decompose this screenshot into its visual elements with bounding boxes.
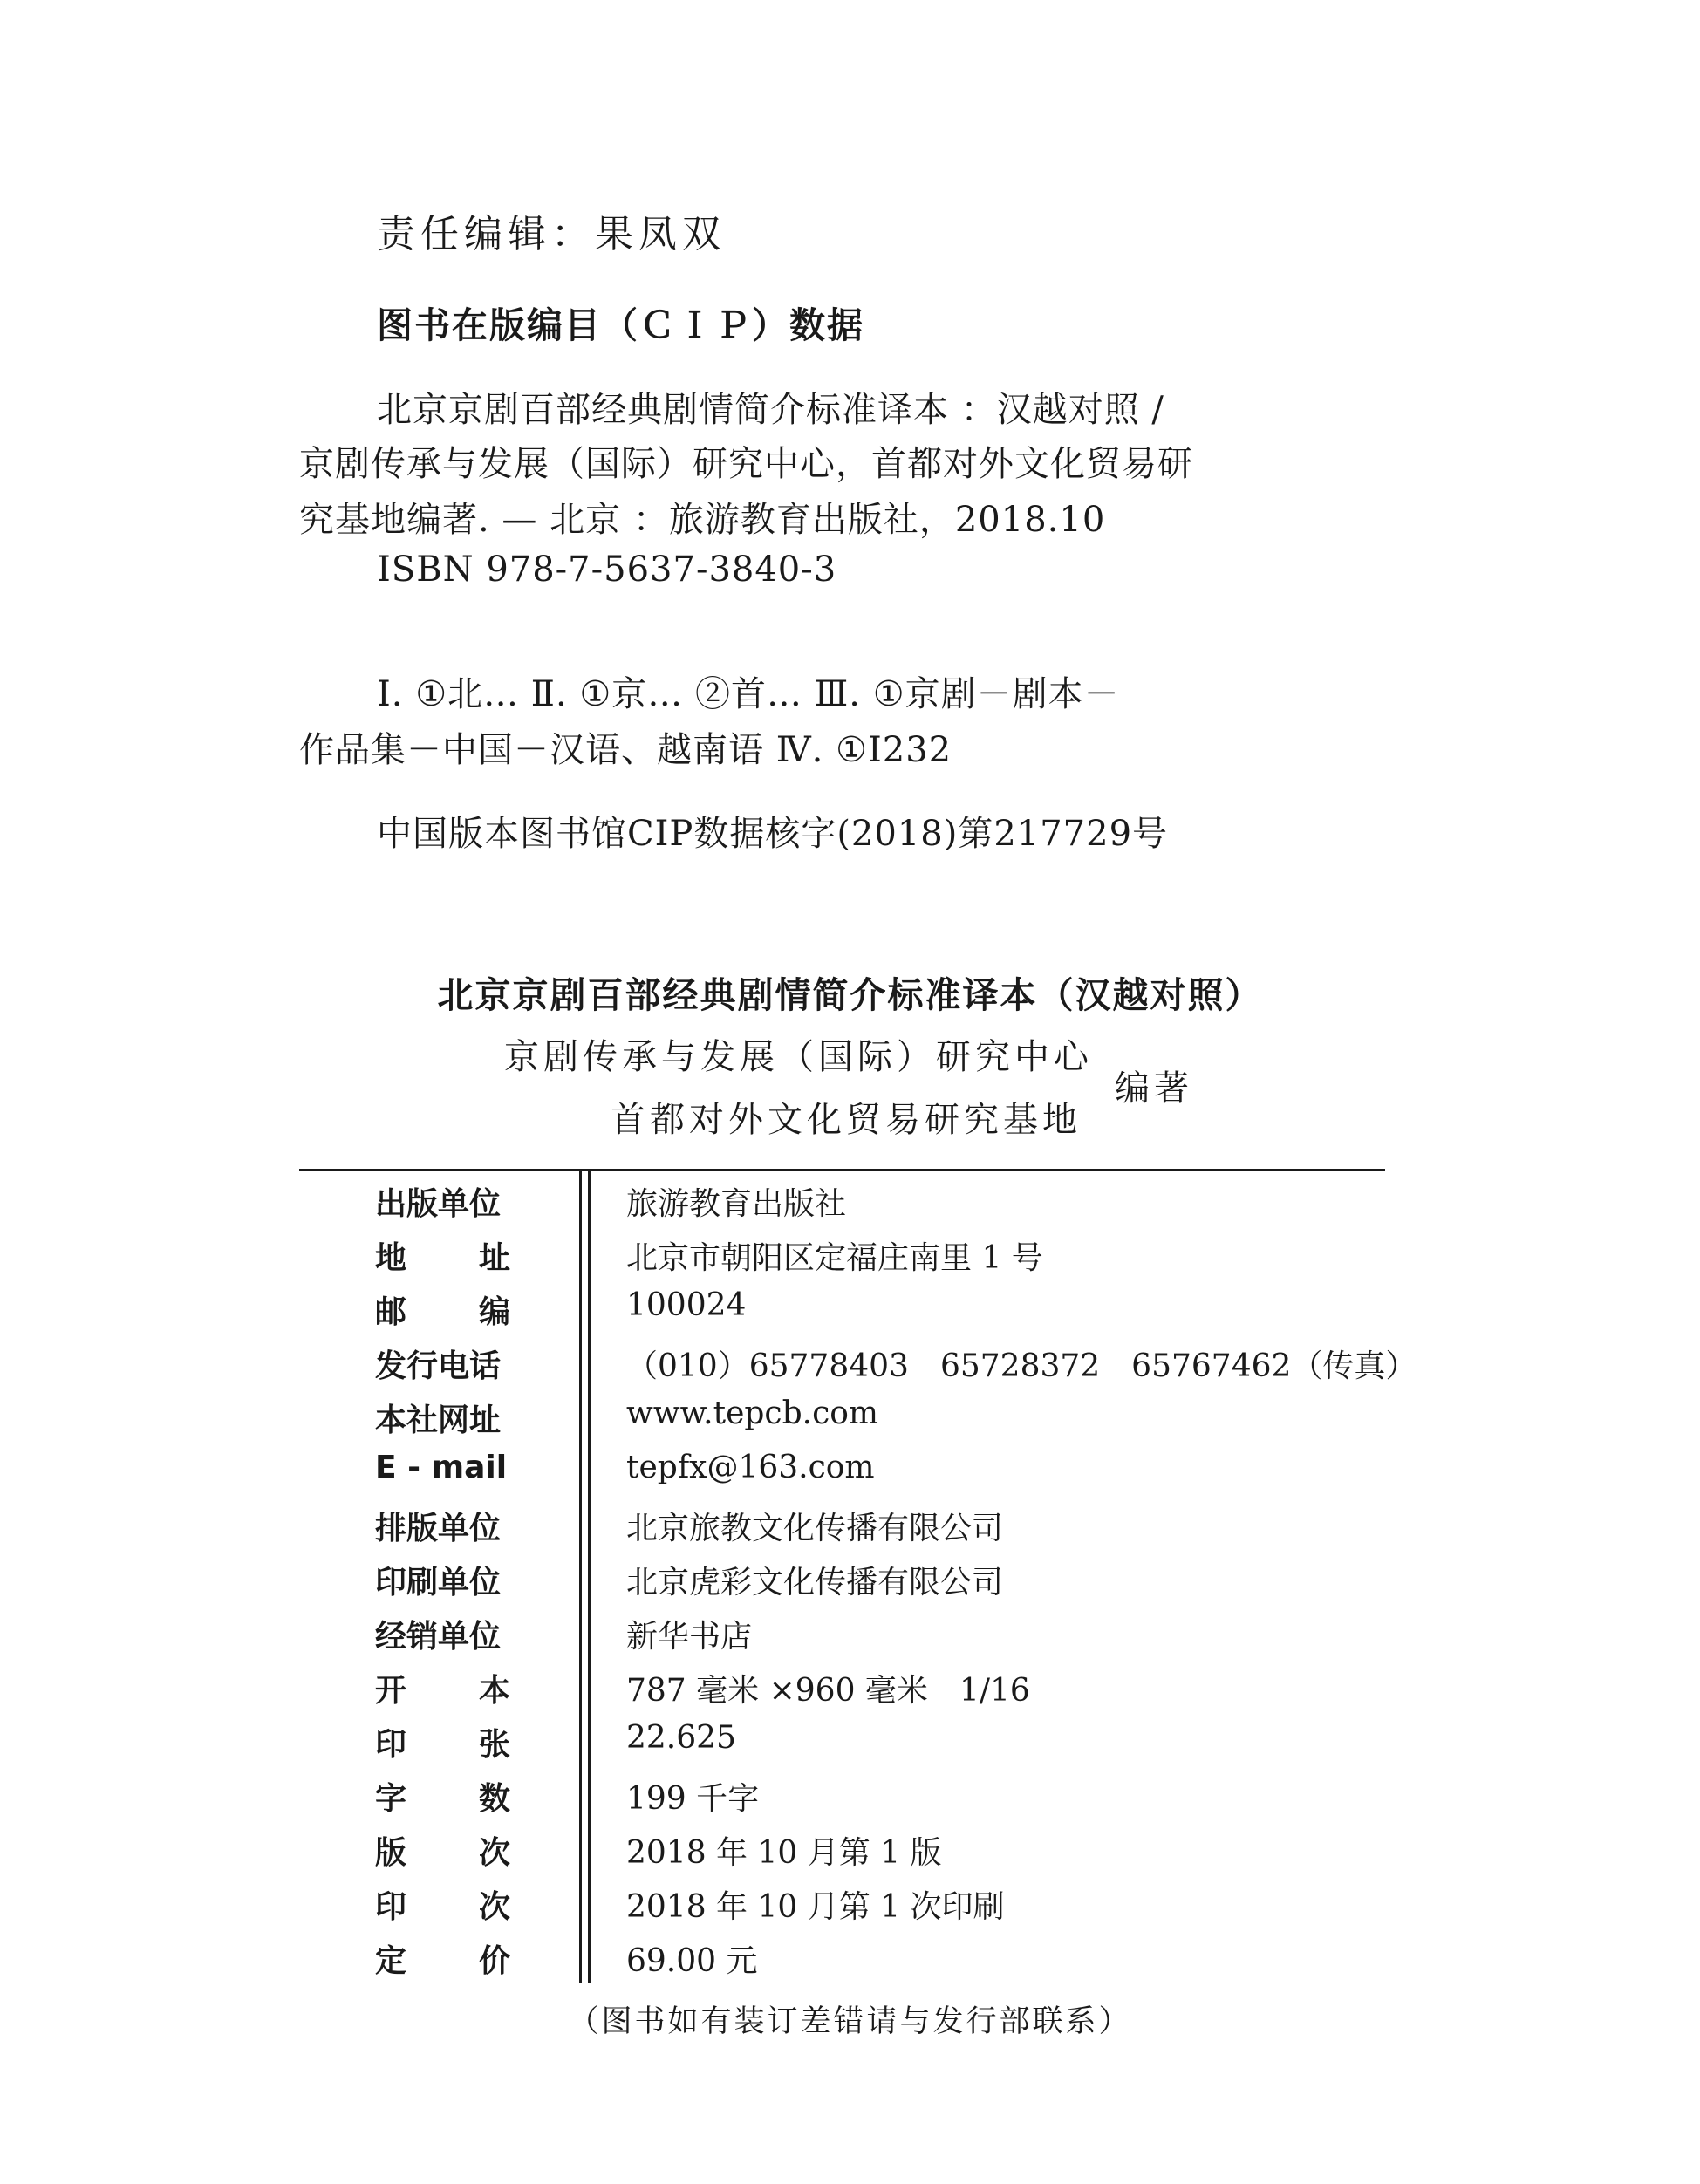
cip-line-3: 究基地编著. — 北京 ：旅游教育出版社，2018.10 [299, 500, 1106, 540]
detail-value: 2018 年 10 月第 1 次印刷 [626, 1889, 1005, 1925]
detail-value: tepfx@163.com [626, 1450, 875, 1485]
divider-horizontal [299, 1169, 1385, 1171]
detail-label: 发行电话 [375, 1348, 502, 1384]
detail-label: 开 本 [375, 1673, 510, 1709]
detail-value: 旅游教育出版社 [626, 1186, 847, 1222]
author-1: 京剧传承与发展（国际）研究中心 [504, 1037, 1093, 1077]
detail-value: 2018 年 10 月第 1 版 [626, 1835, 942, 1871]
detail-label: 排版单位 [375, 1511, 502, 1546]
cip-classification-1: Ⅰ. ①北… Ⅱ. ①京… ②首… Ⅲ. ①京剧－剧本－ [377, 674, 1120, 714]
responsible-editor: 责任编辑：果凤双 [377, 212, 726, 256]
detail-label: 地 址 [375, 1240, 510, 1276]
detail-label: 印刷单位 [375, 1565, 502, 1600]
book-title: 北京京剧百部经典剧情简介标准译本（汉越对照） [437, 974, 1263, 1016]
detail-label: E - mail [375, 1450, 508, 1485]
cip-classification-2: 作品集－中国－汉语、越南语 Ⅳ. ①I232 [299, 730, 952, 770]
author-2: 首都对外文化贸易研究基地 [611, 1100, 1082, 1140]
footer-note: （图书如有装订差错请与发行部联系） [568, 2004, 1132, 2039]
author-role: 编著 [1115, 1068, 1193, 1109]
cip-record-number: 中国版本图书馆CIP数据核字(2018)第217729号 [377, 814, 1169, 854]
detail-value: 787 毫米 ×960 毫米 1/16 [626, 1673, 1030, 1709]
detail-label: 邮 编 [375, 1294, 510, 1330]
detail-label: 版 次 [375, 1835, 510, 1871]
detail-label: 印 张 [375, 1727, 510, 1763]
detail-label: 定 价 [375, 1943, 510, 1979]
detail-value: 北京市朝阳区定福庄南里 1 号 [626, 1240, 1043, 1276]
cip-line-1: 北京京剧百部经典剧情简介标准译本 ：汉越对照 / [377, 390, 1164, 430]
cip-isbn: ISBN 978-7-5637-3840-3 [377, 549, 837, 590]
detail-value: 22.625 [626, 1720, 736, 1756]
divider-vertical-left [579, 1171, 582, 1983]
detail-value: www.tepcb.com [626, 1396, 879, 1431]
detail-value: 100024 [626, 1287, 747, 1323]
cip-heading: 图书在版编目（ＣＩＰ）数据 [377, 304, 864, 346]
detail-value: （010）65778403 65728372 65767462（传真） [626, 1348, 1417, 1384]
detail-label: 出版单位 [375, 1186, 502, 1222]
divider-vertical-right [588, 1171, 591, 1983]
detail-label: 本社网址 [375, 1403, 502, 1438]
detail-label: 经销单位 [375, 1619, 502, 1655]
detail-value: 北京虎彩文化传播有限公司 [626, 1565, 1004, 1600]
cip-line-2: 京剧传承与发展（国际）研究中心，首都对外文化贸易研 [299, 444, 1193, 484]
detail-value: 69.00 元 [626, 1943, 758, 1979]
detail-value: 北京旅教文化传播有限公司 [626, 1511, 1004, 1546]
detail-value: 新华书店 [626, 1619, 753, 1655]
detail-value: 199 千字 [626, 1781, 760, 1817]
detail-label: 字 数 [375, 1781, 510, 1817]
detail-label: 印 次 [375, 1889, 510, 1925]
